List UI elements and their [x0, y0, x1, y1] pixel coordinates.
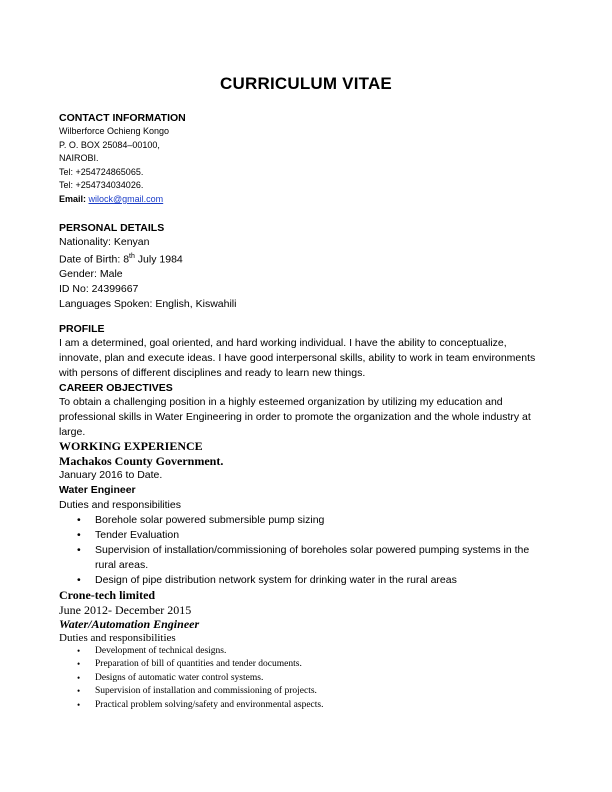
- bullet-icon: •: [77, 699, 81, 710]
- bullet-icon: •: [77, 529, 81, 541]
- list-item: [59, 513, 549, 528]
- career-section: [59, 381, 549, 440]
- job1-role: Water Engineer: [59, 484, 136, 496]
- duty-text: Tender Evaluation: [95, 529, 180, 541]
- work-section: [59, 439, 549, 712]
- document-title: CURRICULUM VITAE: [220, 74, 392, 93]
- career-heading: CAREER OBJECTIVES: [59, 382, 173, 394]
- bullet-icon: •: [77, 514, 81, 526]
- bullet-icon: •: [77, 544, 81, 556]
- list-item: [59, 685, 549, 699]
- duty-text: Supervision of installation and commissioning of projects.: [95, 686, 317, 696]
- gender: Gender: Male: [59, 268, 123, 281]
- job1-duties-list: [59, 513, 549, 588]
- contact-name: Wilberforce Ochieng Kongo: [59, 126, 170, 136]
- bullet-icon: •: [77, 574, 81, 586]
- job1-duties-label: Duties and responsibilities: [59, 499, 181, 511]
- list-item: [59, 543, 549, 573]
- list-item: [59, 645, 549, 659]
- job1-period: January 2016 to Date.: [59, 469, 163, 481]
- dob-suffix: July 1984: [134, 253, 183, 266]
- job2-role: Water/Automation Engineer: [59, 616, 200, 631]
- job1-employer: Machakos County Government.: [59, 453, 224, 468]
- duty-text: Practical problem solving/safety and environmental aspects.: [95, 699, 324, 710]
- bullet-icon: •: [77, 672, 81, 683]
- duty-text: Borehole solar powered submersible pump sizing: [95, 514, 325, 526]
- contact-heading: CONTACT INFORMATION: [59, 112, 186, 124]
- list-item: [59, 573, 549, 588]
- profile-heading: PROFILE: [59, 323, 105, 335]
- email-label: Email:: [59, 193, 87, 204]
- duty-text: Supervision of installation/commissioning of boreholes solar powered pumping systems in the rural areas.: [95, 544, 530, 571]
- date-of-birth: [59, 250, 236, 267]
- contact-tel-2: Tel: +254734034026.: [59, 180, 144, 191]
- list-item: [59, 699, 549, 713]
- contact-box: P. O. BOX 25084–00100,: [59, 139, 160, 150]
- bullet-icon: •: [77, 659, 81, 669]
- duty-text: Design of pipe distribution network system for drinking water in the rural areas: [95, 574, 457, 586]
- nationality: Nationality: Kenyan: [59, 236, 150, 248]
- email-link[interactable]: wilock@gmail.com: [88, 193, 164, 204]
- id-number: ID No: 24399667: [59, 282, 139, 295]
- contact-section: [59, 111, 186, 207]
- duty-text: Preparation of bill of quantities and tender documents.: [95, 659, 302, 669]
- languages: Languages Spoken: English, Kiswahili: [59, 297, 237, 310]
- dob-prefix: Date of Birth: 8: [59, 253, 130, 266]
- list-item: [59, 672, 549, 686]
- career-text: To obtain a challenging position in a highly esteemed organization by utilizing my education and professional skills in Water Engineering in order to promote the organization and the whole industry at large.: [59, 396, 531, 438]
- job2-duties-label: Duties and responsibilities: [59, 631, 176, 644]
- duty-text: Designs of automatic water control systems.: [95, 672, 264, 683]
- contact-city: NAIROBI.: [59, 153, 99, 164]
- job2-period: June 2012- December 2015: [59, 602, 192, 617]
- list-item: [59, 658, 549, 672]
- contact-tel-1: Tel: +254724865065.: [59, 166, 144, 177]
- dob-sup: th: [129, 252, 135, 260]
- list-item: [59, 528, 549, 543]
- job2-duties-list: [59, 645, 549, 713]
- profile-section: [59, 322, 549, 381]
- duty-text: Development of technical designs.: [95, 645, 227, 656]
- job2-employer: Crone-tech limited: [59, 588, 156, 602]
- work-heading: WORKING EXPERIENCE: [59, 439, 203, 453]
- personal-heading: PERSONAL DETAILS: [59, 222, 165, 234]
- personal-section: [59, 221, 236, 311]
- profile-text: I am a determined, goal oriented, and hard working individual. I have the ability to conceptualize, innovate, plan and execute ideas. I have good interpersonal skills, ability to work in team environments with persons of different disciplines and ready to learn new things.: [59, 337, 536, 379]
- bullet-icon: •: [77, 645, 81, 656]
- bullet-icon: •: [77, 686, 81, 696]
- contact-email-line: [59, 193, 186, 207]
